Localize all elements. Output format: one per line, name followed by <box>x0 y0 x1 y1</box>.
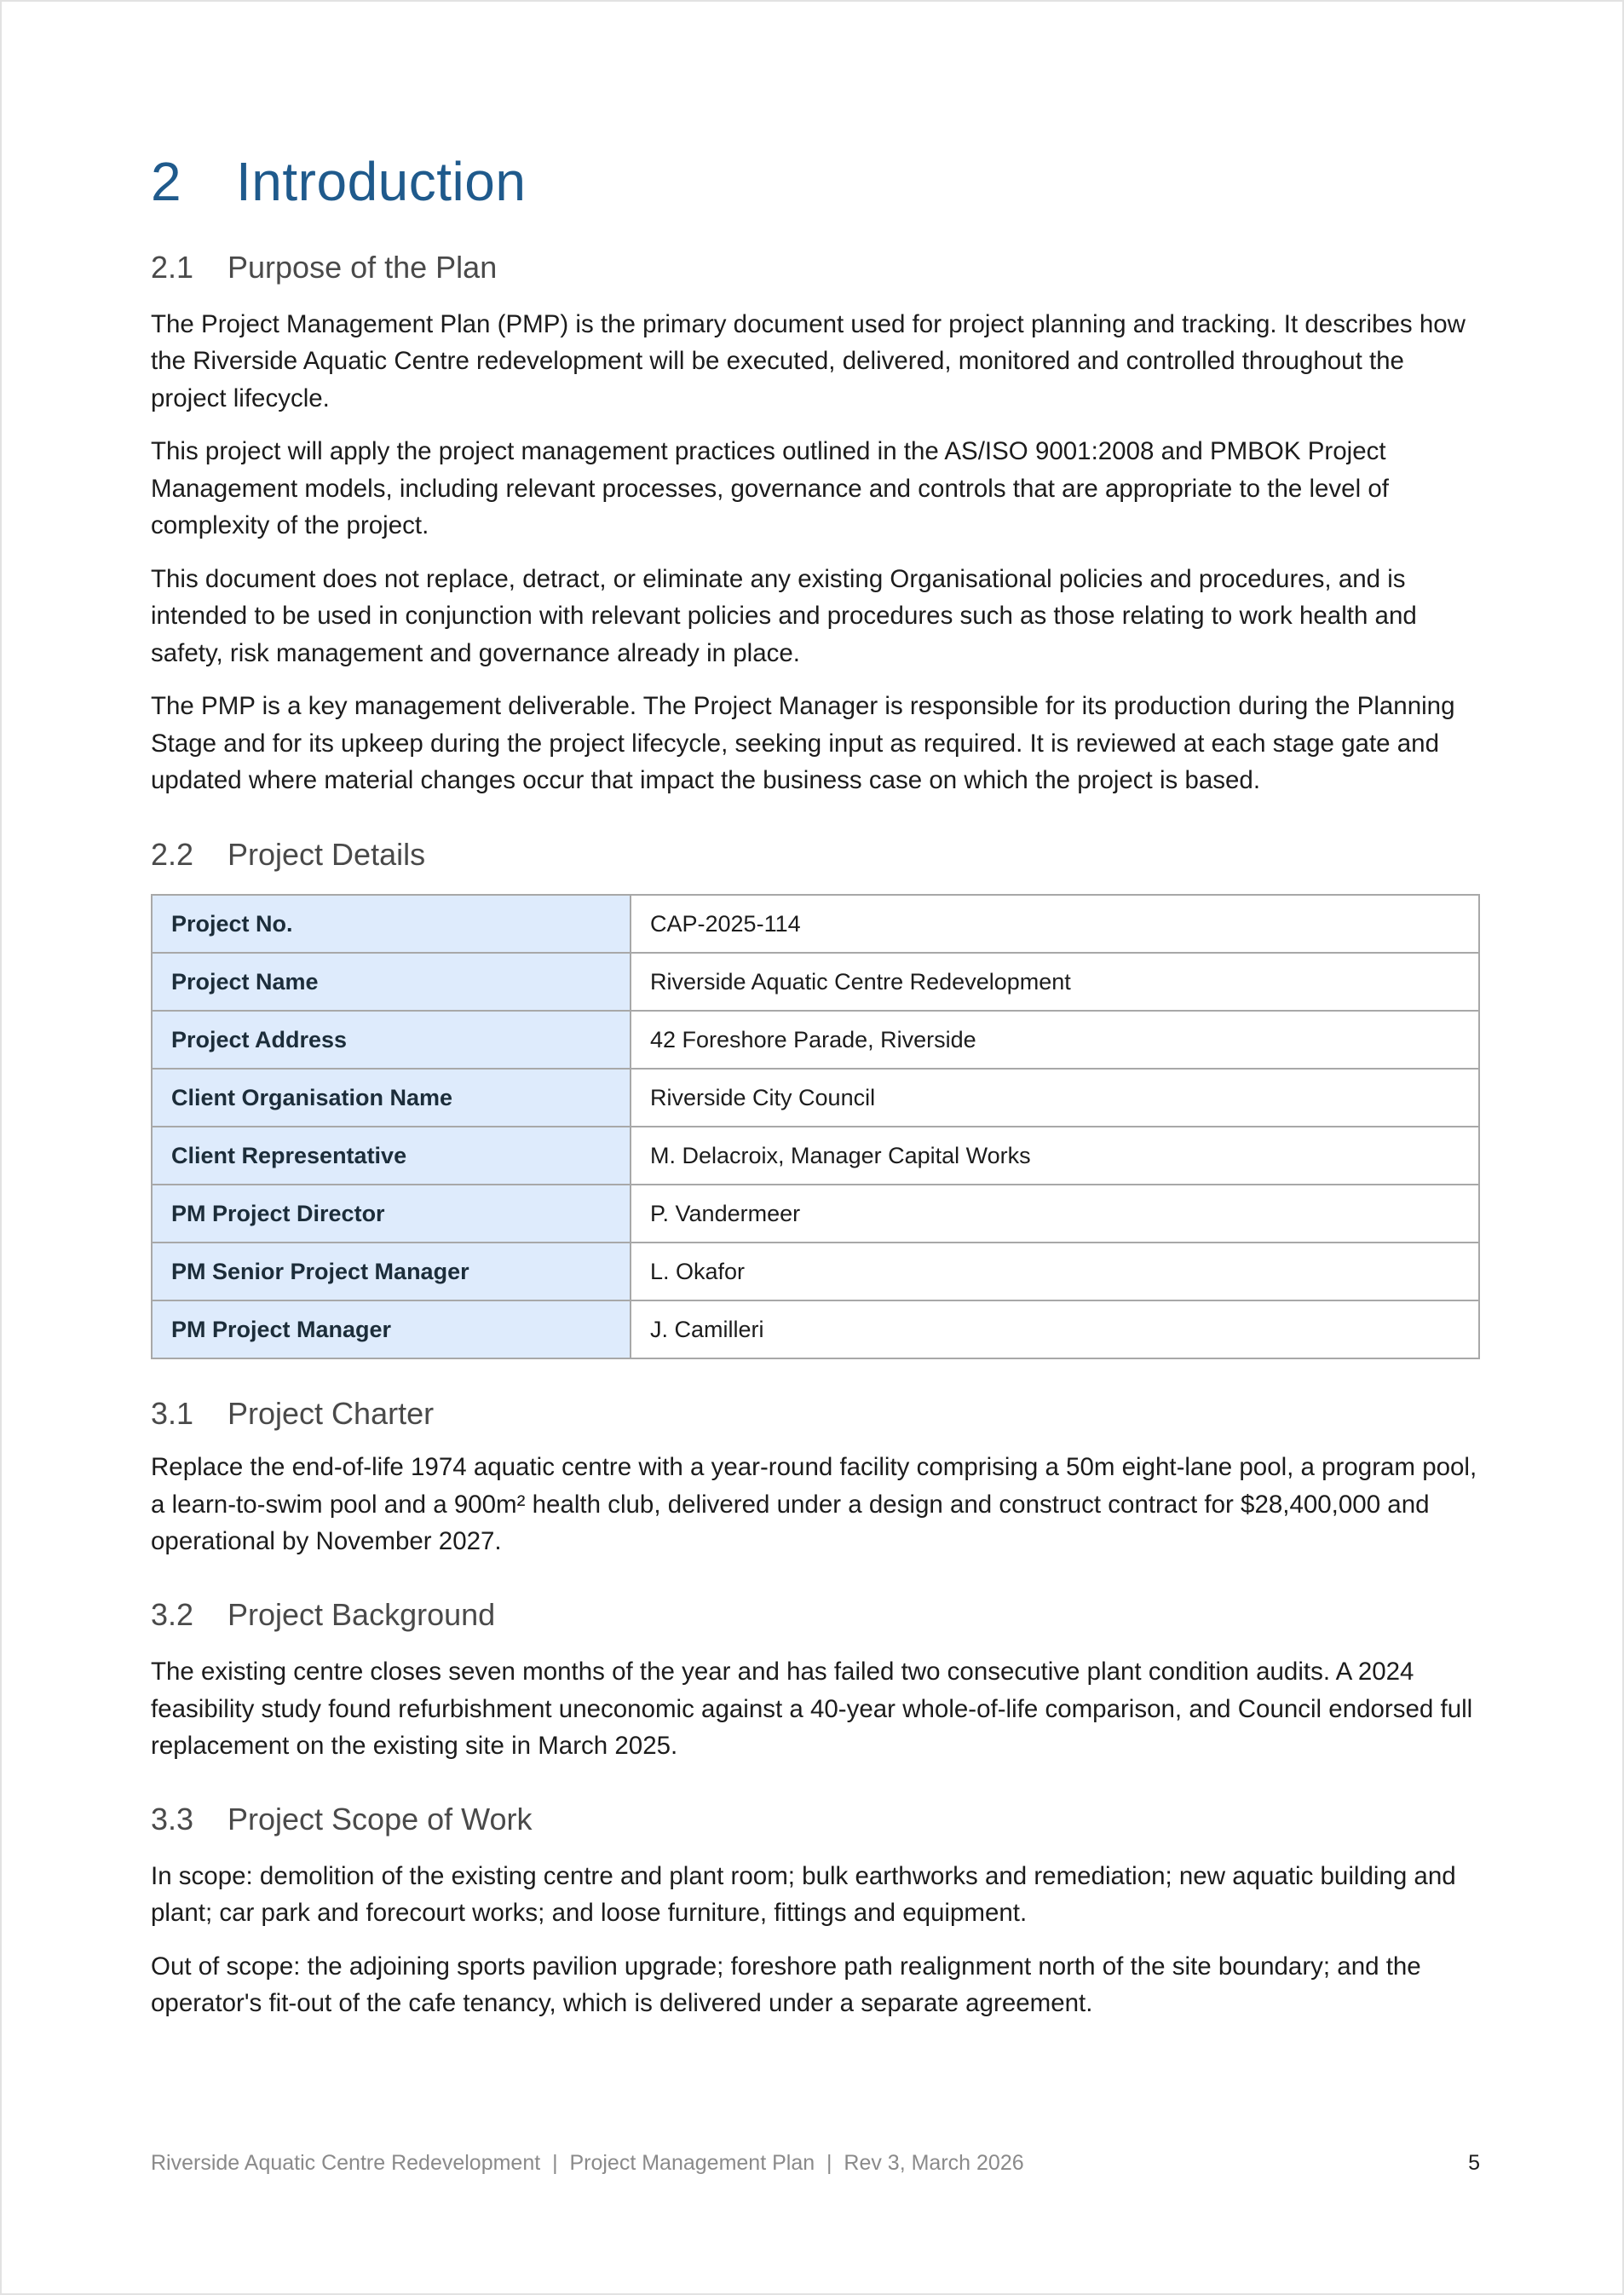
subsection-title: Project Details <box>227 836 426 872</box>
paragraph: This project will apply the project management practices outlined in the AS/ISO 9001:2008 and PMBOK Project Management models, including relevant processes, governance and controls that are appropriate to the level of complexity of the project. <box>151 437 1389 540</box>
row-label: PM Project Director <box>152 1185 631 1243</box>
subsection-number: 3.3 <box>151 1801 194 1837</box>
row-value: Riverside Aquatic Centre Redevelopment <box>631 953 1479 1011</box>
page-number: 5 <box>1468 2151 1480 2175</box>
subsection-title: Purpose of the Plan <box>227 249 498 285</box>
subsection-number: 3.2 <box>151 1596 194 1632</box>
table-row <box>152 953 1479 1011</box>
row-label: PM Project Manager <box>152 1300 631 1358</box>
subsection-number: 2.2 <box>151 836 194 872</box>
section-number: 2 <box>151 151 182 212</box>
row-value: CAP-2025-114 <box>631 895 1479 953</box>
paragraph: The existing centre closes seven months of the year and has failed two consecutive plant condition audits. A 2024 feasibility study found refurbishment uneconomic against a 40-year whole-of-life comparison, and Council endorsed full replacement on the existing site in March 2025. <box>151 1658 1473 1761</box>
table-row <box>152 1069 1479 1127</box>
paragraph: In scope: demolition of the existing centre and plant room; bulk earthworks and remediation; new aquatic building and plant; car park and forecourt works; and loose furniture, fittings and equipment. <box>151 1861 1456 1928</box>
table-row <box>152 1011 1479 1069</box>
row-label: Project Name <box>152 953 631 1011</box>
subsection-heading-project-details <box>151 836 1480 873</box>
subsection-heading-project-charter <box>151 1395 1480 1432</box>
table-row <box>152 1185 1479 1243</box>
row-value: M. Delacroix, Manager Capital Works <box>631 1127 1479 1185</box>
paragraph: This document does not replace, detract, or eliminate any existing Organisational policies and procedures, and is intended to be used in conjunction with relevant policies and procedures such as those relating to work health and safety, risk management and governance already in place. <box>151 564 1417 667</box>
row-label: PM Senior Project Manager <box>152 1243 631 1300</box>
row-label: Project No. <box>152 895 631 953</box>
row-value: J. Camilleri <box>631 1300 1479 1358</box>
project-details-table <box>151 894 1480 1359</box>
paragraph: Replace the end-of-life 1974 aquatic centre with a year-round facility comprising a 50m eight-lane pool, a program pool, a learn-to-swim pool and a 900m² health club, delivered under a design and construct contract for $28,400,000 and operational by November 2027. <box>151 1453 1477 1556</box>
page-footer <box>151 2151 1480 2176</box>
subsection-title: Project Background <box>227 1596 496 1632</box>
table-row <box>152 895 1479 953</box>
subsection-number: 3.1 <box>151 1396 194 1432</box>
table-row <box>152 1127 1479 1185</box>
footer-text: Riverside Aquatic Centre Redevelopment | Project Management Plan | Rev 3, March 2026 <box>151 2151 1024 2175</box>
subsection-heading-purpose <box>151 249 1480 285</box>
paragraph: The PMP is a key management deliverable. The Project Manager is responsible for its production during the Planning Stage and for its upkeep during the project lifecycle, seeking input as required. It is reviewed at each stage gate and updated where material changes occur that impact the business case on which the project is based. <box>151 692 1455 795</box>
section-title: Introduction <box>236 151 527 212</box>
row-label: Client Representative <box>152 1127 631 1185</box>
row-value: Riverside City Council <box>631 1069 1479 1127</box>
subsection-heading-scope-of-work <box>151 1801 1480 1837</box>
page-content <box>151 142 1480 2022</box>
section-heading-introduction <box>151 149 1480 215</box>
paragraph: Out of scope: the adjoining sports pavilion upgrade; foreshore path realignment north of the site boundary; and the operator's fit-out of the cafe tenancy, which is delivered under a separate agreement. <box>151 1952 1421 2018</box>
row-value: L. Okafor <box>631 1243 1479 1300</box>
table-row <box>152 1300 1479 1358</box>
subsection-heading-project-background <box>151 1596 1480 1633</box>
row-value: P. Vandermeer <box>631 1185 1479 1243</box>
subsection-title: Project Scope of Work <box>227 1801 533 1837</box>
table-row <box>152 1243 1479 1300</box>
row-value: 42 Foreshore Parade, Riverside <box>631 1011 1479 1069</box>
row-label: Project Address <box>152 1011 631 1069</box>
subsection-number: 2.1 <box>151 249 194 285</box>
subsection-title: Project Charter <box>227 1396 435 1432</box>
paragraph: The Project Management Plan (PMP) is the primary document used for project planning and tracking. It describes how the Riverside Aquatic Centre redevelopment will be executed, delivered, monitored and controlled throughout the project lifecycle. <box>151 309 1466 412</box>
row-label: Client Organisation Name <box>152 1069 631 1127</box>
